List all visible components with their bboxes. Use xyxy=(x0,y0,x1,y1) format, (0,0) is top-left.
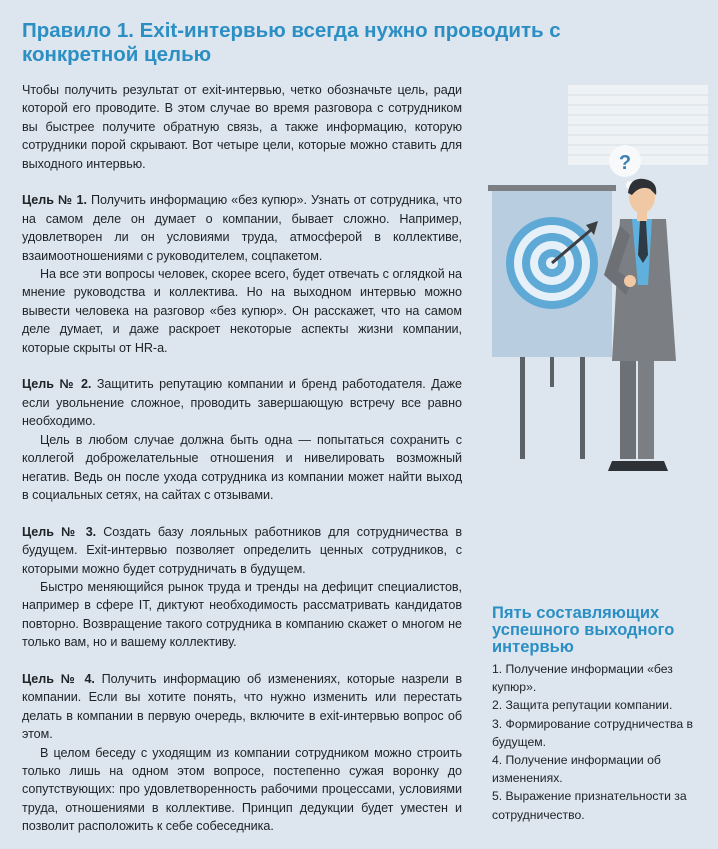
goal-1-more: На все эти вопросы человек, скорее всего, будет отвечать с оглядкой на мнение руководства и коллектива. Но на выходном интервью можно вывести человека на разговор «без купюр». Он расскажет, что на самом деле думает, и даже раскроет некоторые аспекты жизни компании, которые скрыты от HR-а. xyxy=(22,267,462,355)
goal-1-label: Цель № 1. xyxy=(22,193,87,208)
question-mark: ? xyxy=(618,152,632,174)
board-leg-left xyxy=(520,357,525,459)
board-top-bar xyxy=(488,185,616,191)
goal-3-text: Создать базу лояльных работников для сотрудничества в будущем. Exit-интервью позволяет определить ценных сотрудников, с которыми можно будет сотрудничать в будущем. xyxy=(22,524,462,576)
goal-3-more: Быстро меняющийся рынок труда и тренды на дефицит специалистов, например в сфере IT, диктуют необходимость рассматривать кандидатов повторно. Возвращение такого сотрудника в компанию скажет о многом не только вам, но и вашему коллективу. xyxy=(22,579,462,650)
sidebar-item-4: 4. Получение информации об изменениях. xyxy=(492,753,661,786)
sidebar-list xyxy=(492,660,702,824)
goal-2-more: Цель в любом случае должна быть одна — попытаться сохранить с коллегой доброжелательные отношения и нивелировать возможный негатив. Ведь он после ухода сотрудника из компании может найти выход в социальных сетях, на сайтах с отзывами. xyxy=(22,432,462,502)
sidebar-item-2: 2. Защита репутации компании. xyxy=(492,698,673,713)
goal-4-text: Получить информацию об изменениях, которые назрели в компании. Если вы хотите понять, что нужно изменить или перестать делать в компании в первую очередь, включите в exit-интервью вопрос об этом. xyxy=(22,671,462,742)
goal-2-text: Защитить репутацию компании и бренд работодателя. Даже если увольнение сложное, проводить завершающую встречу все равно необходимо. xyxy=(22,377,462,429)
goal-4-paragraph xyxy=(22,670,462,744)
intro-paragraph: Чтобы получить результат от exit-интервью, четко обозначьте цель, ради которой его проводите. В этом случае во время разговора с сотрудником вы быстрее получите обратную связь, а также информацию, которую сотрудники порой скрывают. Вот четыре цели, которые можно ставить для выходного интервью. xyxy=(22,83,462,171)
goal-1-text: Получить информацию «без купюр». Узнать от сотрудника, что на самом деле он думает о компании, бывает сложно. Например, удовлетворен ли он условиями труда, атмосферой в коллективе, взаимоотношениями с руководителем, соцпакетом. xyxy=(22,193,462,263)
main-text xyxy=(22,81,462,836)
board-leg-right xyxy=(580,357,585,459)
sidebar-item-3: 3. Формирование сотрудничества в будущем. xyxy=(492,716,694,749)
goal-1-paragraph xyxy=(22,191,462,265)
goal-4-label: Цель № 4. xyxy=(22,671,95,686)
goal-3-paragraph xyxy=(22,523,462,578)
goal-4-more: В целом беседу с уходящим из компании сотрудником можно строить только лишь на одном этом вопросе, постепенно сужая воронку до сопутствующих: про удовлетворенность рабочими процессами, условиями труда, отношениями в коллективе. Принцип дедукции будет уместен и позволит расположить к себе собеседника. xyxy=(22,745,462,834)
target-board-illustration xyxy=(480,85,710,485)
goal-2-label: Цель № 2. xyxy=(22,377,92,392)
man-figure xyxy=(604,179,676,471)
sidebar-item-5: 5. Выражение признательности за сотрудничество. xyxy=(492,789,687,822)
goal-2-paragraph xyxy=(22,375,462,430)
page-title: Правило 1. Exit-интервью всегда нужно проводить с конкретной целью xyxy=(22,19,561,66)
sidebar-heading: Пять составляющих успешного выходного интервью xyxy=(492,604,675,656)
goal-3-label: Цель № 3. xyxy=(22,524,97,539)
sidebar-box xyxy=(492,605,702,824)
sidebar-item-1: 1. Получение информации «без купюр». xyxy=(492,662,673,695)
